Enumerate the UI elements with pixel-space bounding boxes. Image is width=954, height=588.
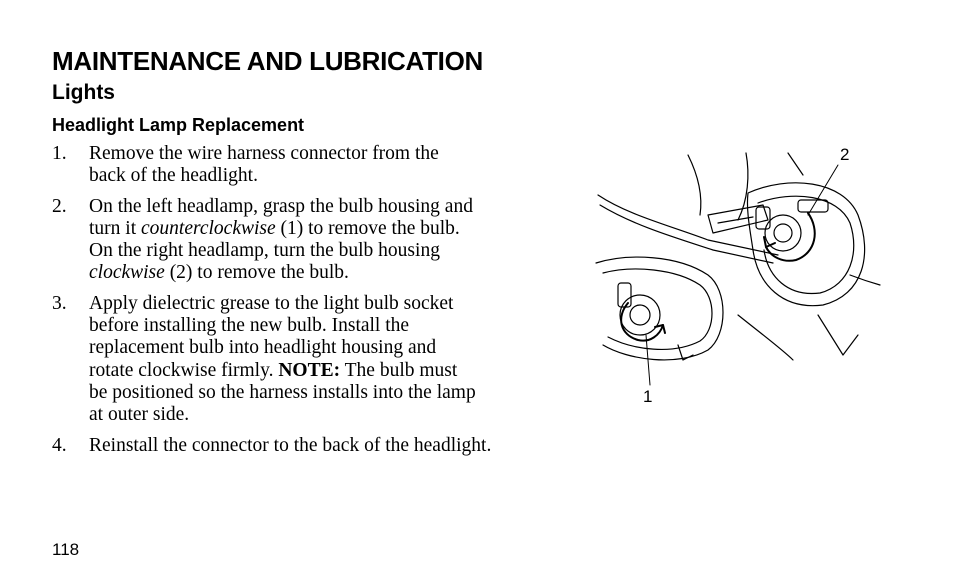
step-text-line	[89, 218, 562, 240]
step-text-line: back of the headlight.	[89, 165, 258, 187]
step-text: turn it	[89, 217, 141, 239]
step-3	[52, 293, 562, 427]
step-text: (2) to remove the bulb.	[164, 262, 349, 284]
note-label: NOTE:	[278, 359, 341, 381]
step-text-line: at outer side.	[89, 404, 190, 426]
step-text-line: Reinstall the connector to the back of the headlight.	[89, 434, 492, 456]
section-title: MAINTENANCE AND LUBRICATION	[52, 46, 483, 76]
emphasis-clockwise: clockwise	[89, 262, 165, 284]
page-number: 118	[52, 540, 80, 559]
step-text-line: Apply dielectric grease to the light bulb socket	[89, 292, 454, 314]
step-2	[52, 196, 562, 285]
step-text: The bulb must	[340, 359, 458, 381]
step-number: 3.	[52, 292, 67, 314]
left-bulb-socket	[620, 295, 660, 335]
step-text-line: Remove the wire harness connector from the	[89, 143, 439, 164]
step-4	[52, 435, 562, 457]
step-text-line: be positioned so the harness installs into the lamp	[89, 381, 476, 403]
callout-2: 2	[840, 145, 850, 164]
callout-1: 1	[643, 387, 653, 406]
step-text-line: replacement bulb into headlight housing and	[89, 337, 437, 359]
steps-list	[52, 143, 562, 465]
step-text-line	[89, 262, 562, 284]
step-text-line: On the right headlamp, turn the bulb housing	[89, 240, 440, 262]
step-text-line: before installing the new bulb. Install the	[89, 315, 410, 337]
subsection-title: Lights	[52, 81, 115, 104]
procedure-title: Headlight Lamp Replacement	[52, 115, 305, 135]
step-text: (1) to remove the bulb.	[275, 217, 460, 239]
emphasis-counterclockwise: counterclockwise	[141, 217, 276, 239]
headlight-illustration	[588, 145, 888, 410]
step-text-line	[89, 360, 562, 382]
step-number: 4.	[52, 434, 67, 456]
step-text: rotate clockwise firmly.	[89, 359, 279, 381]
step-number: 2.	[52, 195, 67, 217]
step-text-line: On the left headlamp, grasp the bulb housing and	[89, 195, 473, 217]
headlight-drawing	[588, 145, 888, 410]
step-number: 1.	[52, 143, 67, 164]
step-1	[52, 143, 562, 188]
